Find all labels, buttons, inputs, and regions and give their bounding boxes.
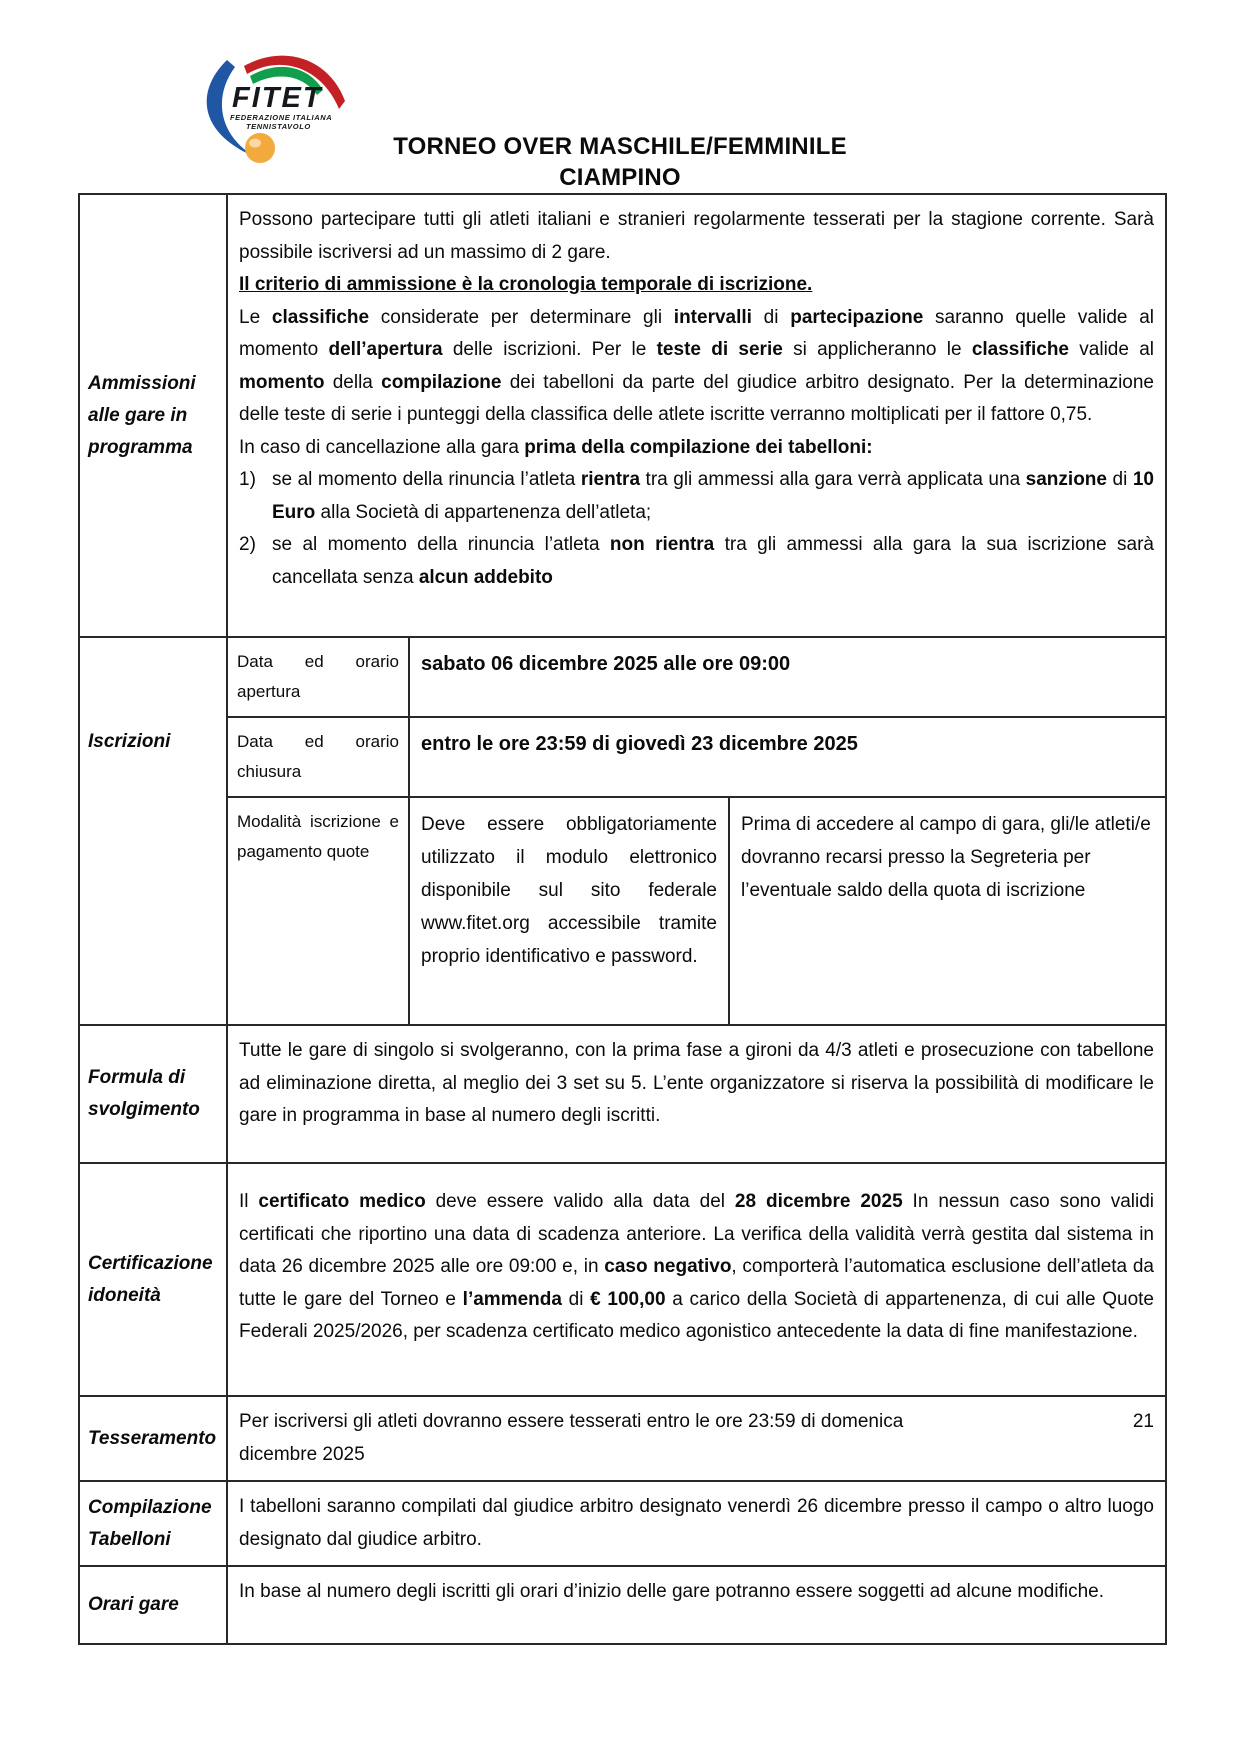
- list-item-2-number: 2): [239, 534, 256, 555]
- row-orari-label: Orari gare: [80, 1567, 228, 1643]
- ammissioni-paragraph-2: Il criterio di ammissione è la cronologia temporale di iscrizione.: [239, 274, 813, 295]
- apertura-label: Data ed orario apertura: [228, 638, 410, 716]
- regulation-table: [78, 193, 1167, 1645]
- row-ammissioni: [80, 195, 1165, 636]
- row-certificazione: [80, 1162, 1165, 1395]
- document-title-line2: CIAMPINO: [559, 164, 681, 191]
- row-iscrizioni: [80, 636, 1165, 1024]
- row-formula-content: Tutte le gare di singolo si svolgeranno, con la prima fase a gironi da 4/3 atleti e prosecuzione con tabellone ad eliminazione diretta, al meglio dei 3 set su 5. L’ente organizzatore si riserva la possibilità di modificare le gare in programma in base al numero degli iscritti.: [239, 1040, 1154, 1126]
- row-tesseramento-label: Tesseramento: [80, 1397, 228, 1480]
- row-compilazione-content: I tabelloni saranno compilati dal giudice arbitro designato venerdì 26 dicembre presso il campo o altro luogo designato dal giudice arbitro.: [239, 1496, 1154, 1550]
- list-item-1-number: 1): [239, 469, 256, 490]
- modalita-text-left: Deve essere obbligatoriamente utilizzato il modulo elettronico disponibile sul sito federale www.fitet.org accessibile tramite proprio identificativo e password.: [410, 798, 730, 1024]
- tesseramento-line2: dicembre 2025: [239, 1443, 365, 1465]
- tesseramento-line1-text: Per iscriversi gli atleti dovranno essere tesserati entro le ore 23:59 di domenica: [239, 1411, 904, 1432]
- row-compilazione-label: Compilazione Tabelloni: [80, 1482, 228, 1565]
- chiusura-value: entro le ore 23:59 di giovedì 23 dicembre 2025: [421, 733, 858, 755]
- chiusura-label: Data ed orario chiusura: [228, 718, 410, 796]
- tesseramento-line1: [239, 1406, 1154, 1439]
- ammissioni-list-item-2: [239, 529, 1154, 594]
- logo-subtitle-line2: TENNISTAVOLO: [246, 122, 311, 131]
- row-tesseramento: [80, 1395, 1165, 1480]
- row-formula-label: Formula di svolgimento: [80, 1026, 228, 1162]
- ammissioni-paragraph-4: In caso di cancellazione alla gara prima della compilazione dei tabelloni:: [239, 436, 873, 458]
- modalita-text-right: Prima di accedere al campo di gara, gli/le atleti/e dovranno recarsi presso la Segreteria per l’eventuale saldo della quota di iscrizione: [741, 814, 1151, 901]
- row-certificazione-content: Il certificato medico deve essere valido alla data del 28 dicembre 2025 In nessun caso sono validi certificati che riportino una data di scadenza anteriore. La verifica della validità verrà gestita dal sistema in data 26 dicembre 2025 alle ore 09:00 e, in caso negativo, comporterà l’automatica esclusione dell’atleta da tutte le gare del Torneo e l’ammenda di € 100,00 a carico della Società di appartenenza, di cui alle Quote Federali 2025/2026, per scadenza certificato medico agonistico antecedente la data di fine manifestazione.: [239, 1191, 1154, 1342]
- logo-brand-text: FITET: [232, 82, 323, 114]
- row-compilazione: [80, 1480, 1165, 1565]
- document-header: [0, 131, 1240, 193]
- subrow-modalita: [228, 796, 1165, 1024]
- iscrizioni-subtable: [228, 638, 1165, 1024]
- list-item-2-text: se al momento della rinuncia l’atleta non rientra tra gli ammessi alla gara la sua iscrizione sarà cancellata senza alcun addebito: [272, 534, 1154, 588]
- subrow-chiusura: [228, 716, 1165, 796]
- row-ammissioni-label: Ammissioni alle gare in programma: [80, 195, 228, 636]
- subrow-apertura: [228, 638, 1165, 716]
- row-ammissioni-content: [228, 195, 1165, 636]
- ammissioni-list-item-1: [239, 464, 1154, 529]
- document-title-line1: TORNEO OVER MASCHILE/FEMMINILE: [393, 133, 847, 160]
- row-orari-content: In base al numero degli iscritti gli orari d’inizio delle gare potranno essere soggetti ad alcune modifiche.: [239, 1581, 1104, 1602]
- row-certificazione-label: Certificazione idoneità: [80, 1164, 228, 1395]
- row-iscrizioni-label: Iscrizioni: [80, 638, 228, 1024]
- row-orari: [80, 1565, 1165, 1643]
- ammissioni-paragraph-3: Le classifiche considerate per determinare gli intervalli di partecipazione saranno quelle valide al momento dell’apertura delle iscrizioni. Per le teste di serie si applicheranno le classifiche valide al momento della compilazione dei tabelloni da parte del giudice arbitro designato. Per la determinazione delle teste di serie i punteggi della classifica delle atlete iscritte verranno moltiplicati per il fattore 0,75.: [239, 306, 1155, 425]
- logo-subtitle-line1: FEDERAZIONE ITALIANA: [230, 113, 333, 122]
- row-tesseramento-content: [228, 1397, 1165, 1480]
- modalita-label: Modalità iscrizione e pagamento quote: [228, 798, 410, 1024]
- row-formula: [80, 1024, 1165, 1162]
- apertura-value: sabato 06 dicembre 2025 alle ore 09:00: [421, 653, 791, 675]
- ammissioni-paragraph-1: Possono partecipare tutti gli atleti italiani e stranieri regolarmente tesserati per la stagione corrente. Sarà possibile iscriversi ad un massimo di 2 gare.: [239, 209, 1154, 263]
- tesseramento-line1-number: 21: [1132, 1411, 1154, 1432]
- list-item-1-text: se al momento della rinuncia l’atleta rientra tra gli ammessi alla gara verrà applicata una sanzione di 10 Euro alla Società di appartenenza dell’atleta;: [272, 469, 1154, 523]
